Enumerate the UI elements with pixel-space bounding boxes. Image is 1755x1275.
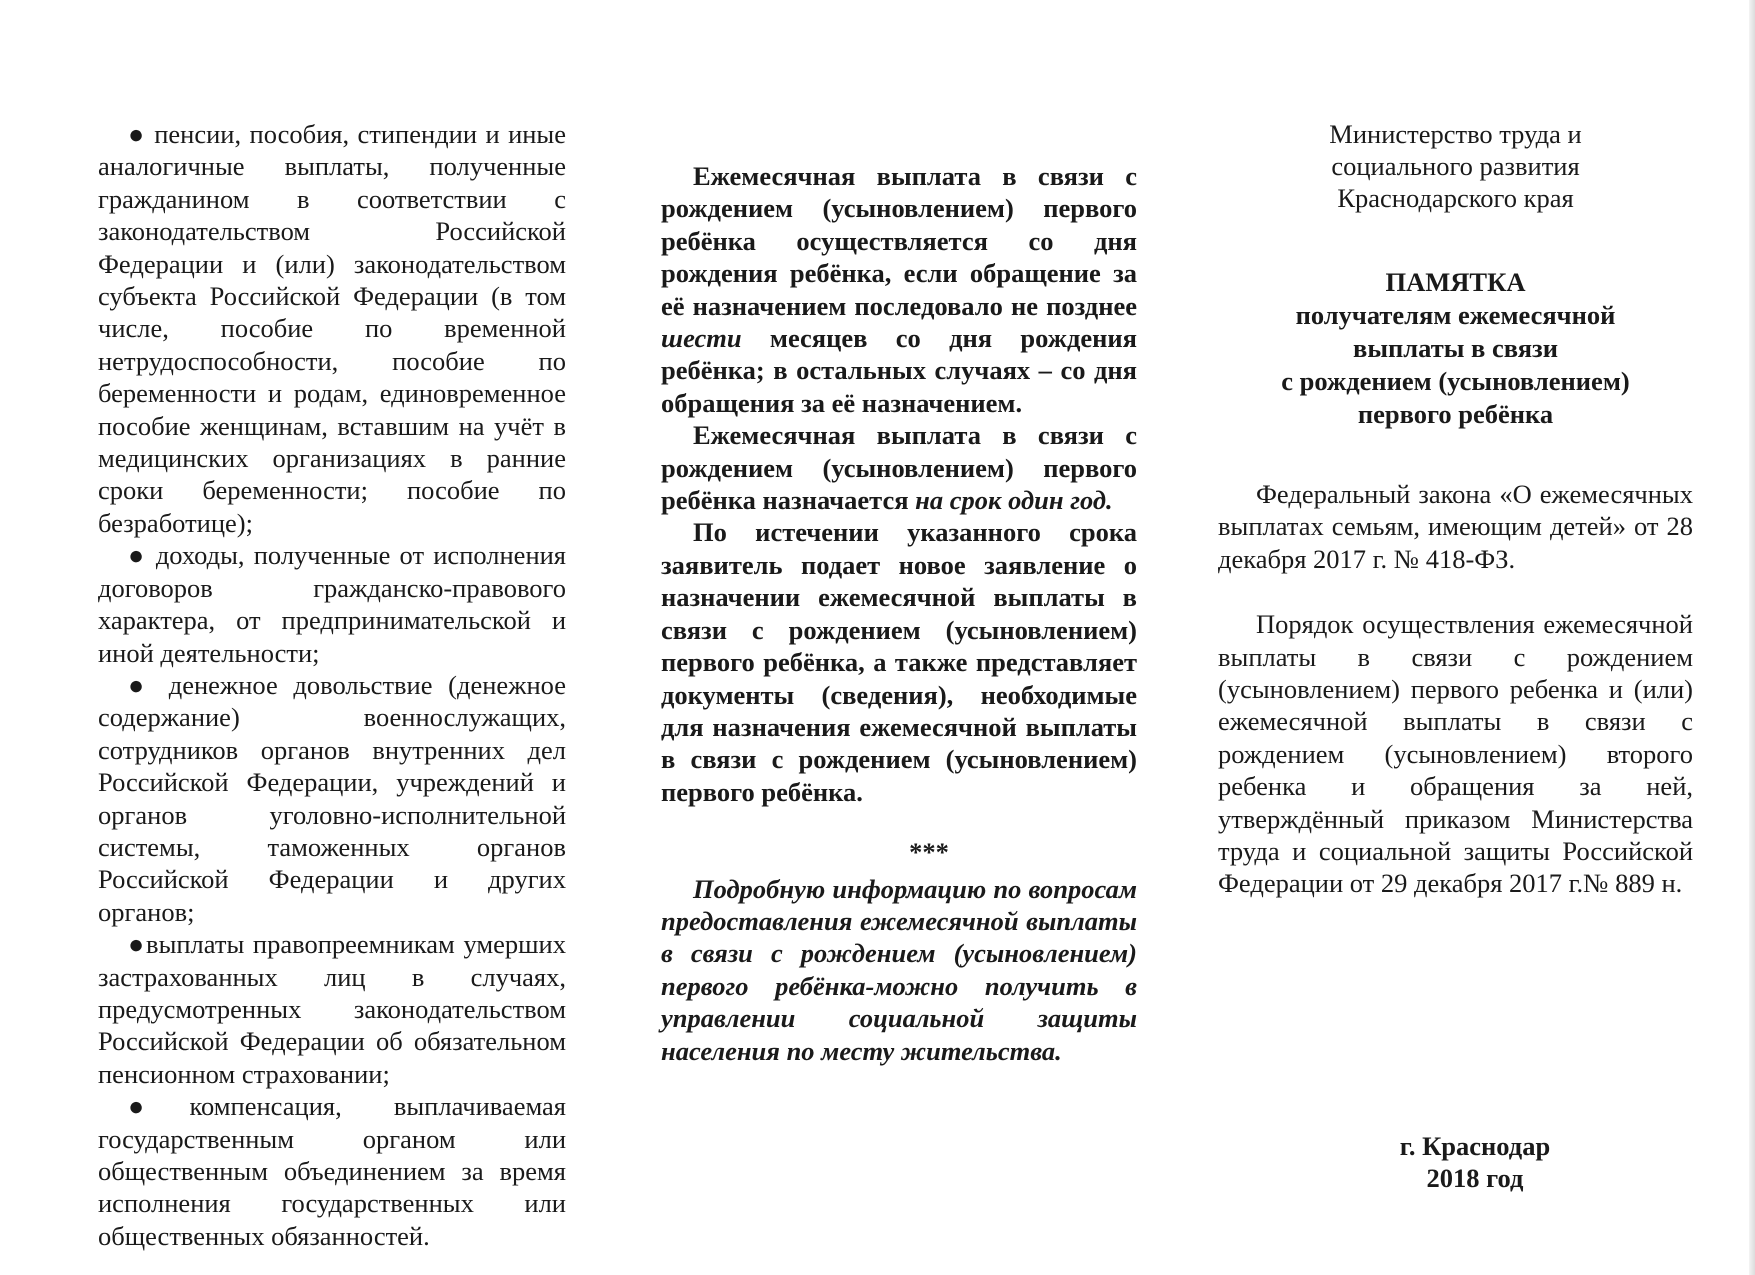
subtitle-line: первого ребёнка: [1357, 399, 1554, 429]
payment-start-text: Ежемесячная выплата в связи с рождением (усыновлением) первого ребёнка осуществляется со дня рождения ребёнка, если обращение за её назначением последовало не позднее: [661, 161, 1137, 321]
page-title: ПАМЯТКА: [1385, 267, 1526, 297]
right-column: [1218, 118, 1693, 900]
payment-start-paragraph: [661, 160, 1137, 419]
ministry-line: Краснодарского края: [1337, 183, 1574, 213]
section-divider: ***: [909, 837, 949, 868]
payment-start-emphasis: шести: [661, 323, 742, 354]
list-item: ● доходы, полученные от исполнения договоров гражданско-правового характера, от предпринимательской и иной деятельности;: [98, 540, 566, 668]
list-item: ● пенсии, пособия, стипендии и иные аналогичные выплаты, полученные гражданином в соответствии с законодательством Российской Федерации и (или) законодательством субъекта Российской Федерации (в том числе, пособие по временной нетрудоспособности, пособие по беременности и родам, единовременное пособие женщинам, вставшим на учёт в медицинских организациях в ранние сроки беременности; пособие по безработице);: [98, 119, 566, 538]
payment-term-paragraph: [661, 419, 1137, 516]
renewal-paragraph: По истечении указанного срока заявитель подает новое заявление о назначении ежемесячной выплаты в связи с рождением (усыновлением) первого ребёнка, а также представляет документы (сведения), необходимые для назначения ежемесячной выплаты в связи с рождением (усыновлением) первого ребёнка.: [661, 517, 1137, 807]
left-column: [98, 118, 566, 1252]
law-reference: Федеральный закона «О ежемесячных выплатах семьям, имеющим детей» от 28 декабря 2017 г. № 418-ФЗ.: [1218, 479, 1693, 574]
payment-start-text-end: месяцев со дня рождения ребёнка; в остальных случаях – со дня обращения за её назначением.: [661, 323, 1137, 418]
ministry-line: Министерство труда и: [1329, 119, 1582, 149]
list-item: ●компенсация, выплачиваемая государственным органом или общественным объединением за время исполнения государственных или общественных обязанностей.: [98, 1091, 566, 1251]
publication-footer: [1330, 1130, 1620, 1194]
subtitle-line: выплаты в связи: [1353, 333, 1558, 363]
city: г. Краснодар: [1399, 1131, 1551, 1161]
payment-term-emphasis: на срок один год.: [915, 485, 1113, 516]
middle-column: [661, 160, 1137, 1067]
subtitle-line: получателям ежемесячной: [1295, 300, 1616, 330]
year: 2018 год: [1426, 1163, 1524, 1193]
info-paragraph: Подробную информацию по вопросам предоставления ежемесячной выплаты в связи с рождением (усыновлением) первого ребёнка-можно получить в управлении социальной защиты населения по месту жительства.: [661, 873, 1137, 1066]
list-item: ●выплаты правопреемникам умерших застрахованных лиц в случаях, предусмотренных законодательством Российской Федерации об обязательном пенсионном страховании;: [98, 929, 566, 1089]
ministry-line: социального развития: [1331, 151, 1580, 181]
subtitle-line: с рождением (усыновлением): [1281, 366, 1630, 396]
procedure-reference: Порядок осуществления ежемесячной выплаты в связи с рождением (усыновлением) первого ребенка и (или) ежемесячной выплаты в связи с рождением (усыновлением) второго ребенка и обращения за ней, утверждённый приказом Министерства труда и социальной защиты Российской Федерации от 29 декабря 2017 г.№ 889 н.: [1218, 609, 1693, 899]
list-item: ● денежное довольствие (денежное содержание) военнослужащих, сотрудников органов внутренних дел Российской Федерации, учреждений и органов уголовно-исполнительной системы, таможенных органов Российской Федерации и других органов;: [98, 669, 566, 927]
page-edge-shadow: [1749, 0, 1755, 1275]
title-block: [1218, 266, 1693, 431]
ministry-name: [1218, 118, 1693, 214]
payment-term-text: Ежемесячная выплата в связи с рождением (усыновлением) первого ребёнка назначается: [661, 420, 1137, 516]
